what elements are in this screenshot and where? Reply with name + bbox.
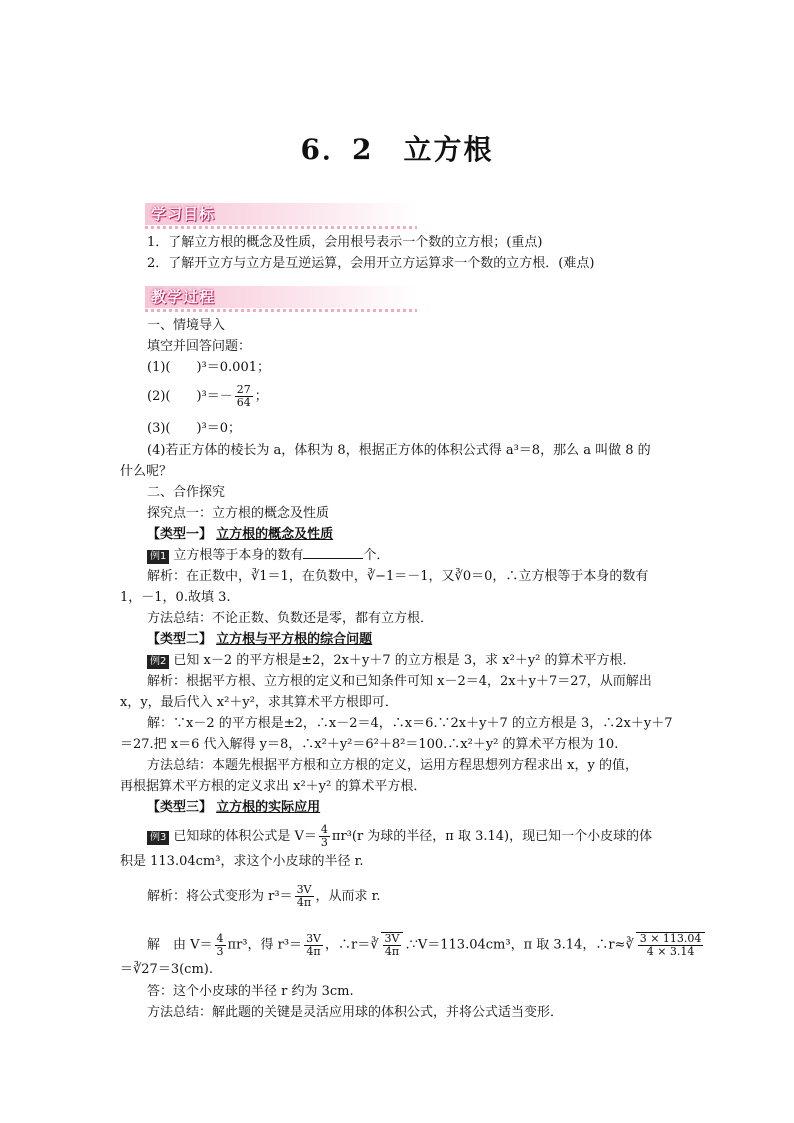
section-1: 一、情境导入 [147, 318, 226, 333]
section-2: 二、合作探究 [147, 485, 226, 500]
ex3-analysis: 解析：将公式变形为 r³＝ $\frac{3V}{4\pi}$ ，从而求 r. [147, 883, 381, 909]
question-4-line-1: (4)若正方体的棱长为 a，体积为 8，根据正方体的体积公式得 a³＝8，那么 a 叫做 8 的 [147, 443, 651, 458]
question-4-line-2: 什么呢？ [120, 464, 173, 479]
answer-blank [303, 546, 363, 559]
goal-1: 1．了解立方根的概念及性质，会用根号表示一个数的立方根；(重点) [147, 235, 543, 250]
example-3-line-2: 积是 113.04cm³，求这个小皮球的半径 r. [120, 854, 364, 869]
fill-prompt: 填空并回答问题： [147, 339, 252, 354]
ex2-solution-2: ＝27.把 x＝6 代入解得 y＝8，∴x²＋y²＝6²＋8²＝100.∴x²＋y² 的算术平方根为 10. [120, 737, 619, 752]
ex2-method-2: 再根据算术平方根的定义求出 x²＋y² 的算术平方根． [120, 779, 427, 794]
type-2: 【类型二】 立方根与平方根的综合问题 [147, 632, 373, 647]
ex2-analysis-1: 解析：根据平方根、立方根的定义和已知条件可知 x－2＝4，2x＋y＋7＝27，从而解出 [147, 674, 652, 689]
goal-2: 2．了解开立方与立方是互逆运算，会用开立方运算求一个数的立方根．(难点) [147, 256, 595, 271]
ex1-method: 方法总结：不论正数、负数还是零，都有立方根． [147, 611, 434, 626]
example-2: 例2 已知 x－2 的平方根是±2，2x＋y＋7 的立方根是 3，求 x²＋y² 的算术平方根． [147, 651, 707, 671]
fraction: $\frac{27}{64}$ [236, 383, 251, 409]
question-2: (2)( )³＝－ $\frac{27}{64}$ ； [147, 383, 268, 409]
ex2-analysis-2: x，y，最后代入 x²＋y²，求其算术平方根即可． [120, 695, 398, 710]
page-title: 6．2 立方根 [300, 133, 494, 166]
banner-goals: 学习目标 [145, 203, 417, 225]
ex1-analysis-2: 1，－1，0.故填 3. [120, 590, 231, 605]
example-3-line-1: 例3 已知球的体积公式是 V＝ $\frac{4}{3}$ πr³(r 为球的半径，π 取 3.14)，现已知一个小皮球的体 [147, 824, 707, 849]
ex3-solution-1: 解 由 V＝ $\frac{4}{3}$ πr³，得 r³＝ $\frac{3V}{4\pi}$ ，∴r＝∛ $\frac{3V}{4\pi}$ .∵V＝113.04cm³，π 取 3.14，∴r≈∛ $\frac{3 \times 113.04}{4 \times 3.14}$ [147, 932, 707, 958]
ex2-solution-1: 解：∵x－2 的平方根是±2，∴x－2＝4，∴x＝6.∵2x＋y＋7 的立方根是 3，∴2x＋y＋7 [147, 716, 673, 731]
type-1: 【类型一】 立方根的概念及性质 [147, 527, 334, 542]
point-1: 探究点一：立方根的概念及性质 [147, 506, 330, 521]
question-3: (3)( )³＝0； [147, 421, 242, 436]
ex3-answer: 答：这个小皮球的半径 r 约为 3cm. [147, 984, 354, 999]
question-1: (1)( )³＝0.001； [147, 360, 270, 375]
type-3: 【类型三】 立方根的实际应用 [147, 800, 321, 815]
banner-process: 教学过程 [145, 286, 417, 308]
ex3-solution-2: ＝∛27＝3(cm). [120, 962, 213, 977]
example-1: 例1 立方根等于本身的数有 个． [147, 546, 707, 566]
ex3-method: 方法总结：解此题的关键是灵活应用球的体积公式，并将公式适当变形． [147, 1005, 564, 1020]
ex2-method-1: 方法总结：本题先根据平方根和立方根的定义，运用方程思想列方程求出 x，y 的值， [147, 758, 638, 773]
ex1-analysis-1: 解析：在正数中，∛1＝1，在负数中，∛−1＝－1，又∛0＝0，∴立方根等于本身的数有 [147, 569, 649, 584]
